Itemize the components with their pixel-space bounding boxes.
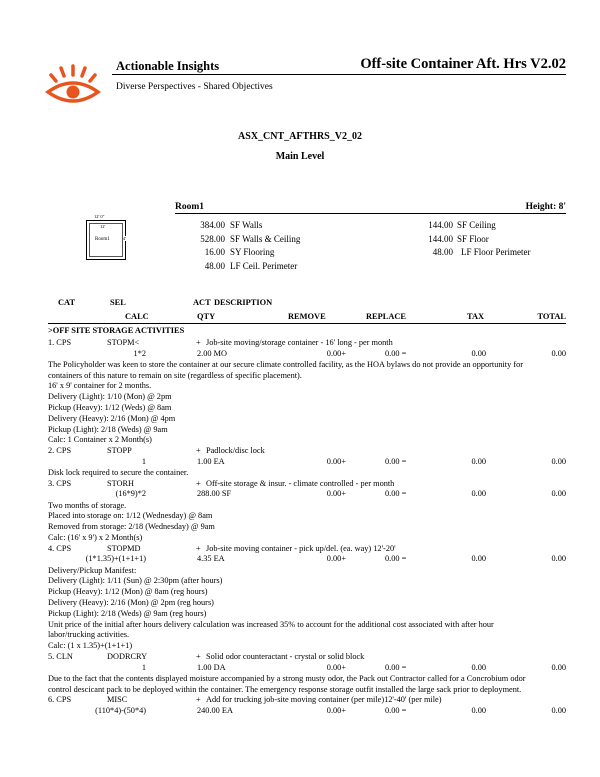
col-header-tax: TAX	[467, 312, 485, 321]
item-total: 0.00	[551, 662, 566, 672]
col-header-cat: CAT	[58, 298, 76, 307]
item-note: Delivery (Light): 1/10 (Mon) @ 2pm	[48, 392, 172, 402]
item-total: 0.00	[551, 348, 566, 358]
item-replace: 0.00 =	[385, 554, 407, 564]
item-act: +	[196, 338, 201, 347]
item-qty: 1.00 EA	[197, 456, 225, 466]
item-qty: 240.00 EA	[197, 706, 233, 715]
item-sel: STORH	[107, 478, 135, 488]
item-tax: 0.00	[471, 456, 486, 466]
company-logo-icon	[44, 62, 102, 112]
measure-value: 144.00	[428, 220, 453, 230]
item-note: Removed from storage: 2/18 (Wednesday) @ 9am	[48, 522, 215, 532]
col-header-description: DESCRIPTION	[214, 298, 273, 307]
measure-value: 384.00	[200, 220, 225, 230]
item-act: +	[196, 652, 201, 661]
item-note: Delivery (Light): 1/11 (Sun) @ 2:30pm (after hours)	[48, 576, 223, 586]
item-remove: 0.00+	[326, 348, 346, 358]
sketch-room-label: Room1	[95, 237, 110, 242]
item-replace: 0.00 =	[385, 662, 407, 672]
item-tax: 0.00	[471, 662, 486, 672]
room-rule	[175, 213, 566, 214]
col-header-calc: CALC	[125, 312, 149, 321]
estimate-code: ASX_CNT_AFTHRS_V2_02	[238, 131, 362, 142]
item-note: The Policyholder was keen to store the container at our secure climate controlled facility, as the HOA bylaws do not provide an opportunity for	[48, 359, 524, 369]
item-qty: 2.00 MO	[197, 348, 227, 358]
col-header-qty: QTY	[197, 312, 216, 321]
item-remove: 0.00+	[326, 554, 346, 564]
item-number: 2. CPS	[48, 446, 72, 456]
item-qty: 288.00 SF	[197, 489, 232, 499]
item-replace: 0.00 =	[385, 456, 407, 466]
item-note: Calc: (1 x 1.35)+(1+1+1)	[48, 641, 133, 651]
measure-unit: LF Floor Perimeter	[461, 247, 531, 257]
item-calc: 1	[141, 662, 146, 672]
item-note: Delivery (Heavy): 2/16 (Mon) @ 4pm	[48, 413, 176, 423]
measure-value: 16.00	[204, 247, 225, 257]
sketch-inner-dimension: 12'	[100, 224, 106, 229]
item-note: Delivery/Pickup Manifest:	[48, 565, 137, 575]
item-description: Padlock/disc lock	[206, 446, 265, 456]
item-note: 16' x 9' container for 2 months.	[48, 381, 152, 391]
item-act: +	[196, 478, 201, 488]
sketch-side-dimension: 4'	[123, 236, 127, 241]
item-note: containers of this nature to remain on site (regardless of specific placement).	[48, 370, 302, 380]
item-calc: 1*2	[133, 348, 146, 358]
measure-unit: SF Walls	[230, 220, 263, 230]
item-act: +	[196, 543, 201, 553]
item-total: 0.00	[551, 554, 566, 564]
item-sel: STOPM<	[107, 338, 140, 347]
item-note: Pickup (Heavy): 1/12 (Weds) @ 8am	[48, 403, 172, 412]
item-note: Two months of storage.	[48, 500, 127, 510]
room-sketch	[86, 214, 127, 262]
item-note: Pickup (Light): 2/18 (Weds) @ 9am	[48, 424, 168, 434]
item-calc: (110*4)-(50*4)	[95, 706, 146, 715]
measure-value: 528.00	[200, 234, 225, 244]
item-calc: (16*9)*2	[115, 489, 146, 499]
col-header-sel: SEL	[110, 298, 126, 307]
item-note: Calc: (16' x 9') x 2 Month(s)	[48, 533, 143, 542]
item-description: Job-site moving container - pick up/del. (ea. way) 12'-20'	[206, 543, 396, 553]
item-sel: DODRCRY	[107, 652, 148, 661]
item-remove: 0.00+	[326, 706, 346, 715]
item-description: Solid odor counteractant - crystal or solid block	[206, 652, 365, 661]
item-note: Calc: 1 Container x 2 Month(s)	[48, 435, 152, 445]
item-note: Pickup (Light): 2/18 (Weds) @ 9am (reg hours)	[48, 608, 207, 618]
item-number: 6. CPS	[48, 695, 72, 705]
item-sel: MISC	[107, 695, 128, 705]
item-act: +	[196, 695, 201, 705]
item-total: 0.00	[551, 706, 566, 715]
measure-unit: SF Floor	[457, 234, 489, 244]
item-number: 1. CPS	[48, 338, 72, 347]
room-name: Room1	[175, 202, 205, 212]
col-header-act: ACT	[193, 298, 211, 307]
measure-unit: SF Ceiling	[457, 220, 496, 230]
item-note: Disk lock required to secure the container.	[48, 468, 189, 477]
measure-unit: LF Ceil. Perimeter	[230, 261, 298, 271]
item-remove: 0.00+	[326, 489, 346, 499]
item-description: Add for trucking job-site moving container (per mile)12'-40' (per mile)	[206, 695, 442, 705]
level-title: Main Level	[275, 151, 325, 162]
sketch-top-dimension: 12' 0"	[94, 214, 105, 219]
header-rule	[112, 74, 566, 75]
measure-value: 144.00	[428, 234, 453, 244]
document-title: Off-site Container Aft. Hrs V2.02	[360, 56, 566, 72]
item-replace: 0.00 =	[385, 348, 407, 358]
item-total: 0.00	[551, 489, 566, 499]
item-tax: 0.00	[471, 554, 486, 564]
measure-value: 48.00	[204, 261, 225, 271]
col-header-remove: REMOVE	[288, 312, 326, 321]
room-height: Height: 8'	[525, 202, 566, 212]
company-name: Actionable Insights	[116, 59, 220, 73]
item-note: Unit price of the initial after hours delivery calculation was increased 35% to account for the additional cost associated with after hour	[48, 619, 494, 629]
item-act: +	[196, 446, 201, 456]
measure-unit: SF Walls & Ceiling	[230, 234, 301, 244]
item-calc: 1	[141, 456, 146, 466]
item-note: Pickup (Heavy): 1/12 (Mon) @ 8am (reg hours)	[48, 587, 208, 597]
item-number: 4. CPS	[48, 543, 72, 553]
item-remove: 0.00+	[326, 456, 346, 466]
item-sel: STOPP	[107, 446, 132, 456]
item-note: labor/trucking activities.	[48, 630, 130, 640]
item-note: Due to the fact that the contents displayed moisture accompanied by a strong musty odor, the Pack out Contractor called for a Concrobium odor	[48, 673, 526, 683]
item-note: Delivery (Heavy): 2/16 (Mon) @ 2pm (reg hours)	[48, 598, 214, 607]
measure-unit: SY Flooring	[230, 247, 275, 257]
company-tagline: Diverse Perspectives - Shared Objectives	[116, 82, 273, 92]
item-number: 3. CPS	[48, 478, 72, 488]
col-header-total: TOTAL	[537, 312, 566, 321]
item-tax: 0.00	[471, 706, 486, 715]
item-note: control descicant pack to be deployed within the container. The emergency response storage outfit installed the large sack prior to deployment.	[48, 684, 522, 694]
item-qty: 1.00 DA	[197, 662, 226, 672]
section-title: >OFF SITE STORAGE ACTIVITIES	[48, 326, 185, 335]
item-sel: STOPMD	[107, 543, 141, 553]
item-description: Off-site storage & insur. - climate controlled - per month	[206, 478, 395, 488]
measure-value: 48.00	[432, 247, 453, 257]
item-description: Job-site moving/storage container - 16' long - per month	[206, 338, 393, 347]
item-tax: 0.00	[471, 489, 486, 499]
item-note: Placed into storage on: 1/12 (Wednesday) @ 8am	[48, 511, 213, 521]
item-replace: 0.00 =	[385, 706, 407, 715]
item-tax: 0.00	[471, 348, 486, 358]
table-header-rule	[48, 323, 566, 324]
item-total: 0.00	[551, 456, 566, 466]
item-qty: 4.35 EA	[197, 554, 225, 564]
item-calc: (1*1.35)+(1+1+1)	[85, 554, 146, 564]
col-header-replace: REPLACE	[366, 312, 407, 321]
item-replace: 0.00 =	[385, 489, 407, 499]
item-remove: 0.00+	[326, 662, 346, 672]
item-number: 5. CLN	[48, 652, 73, 661]
